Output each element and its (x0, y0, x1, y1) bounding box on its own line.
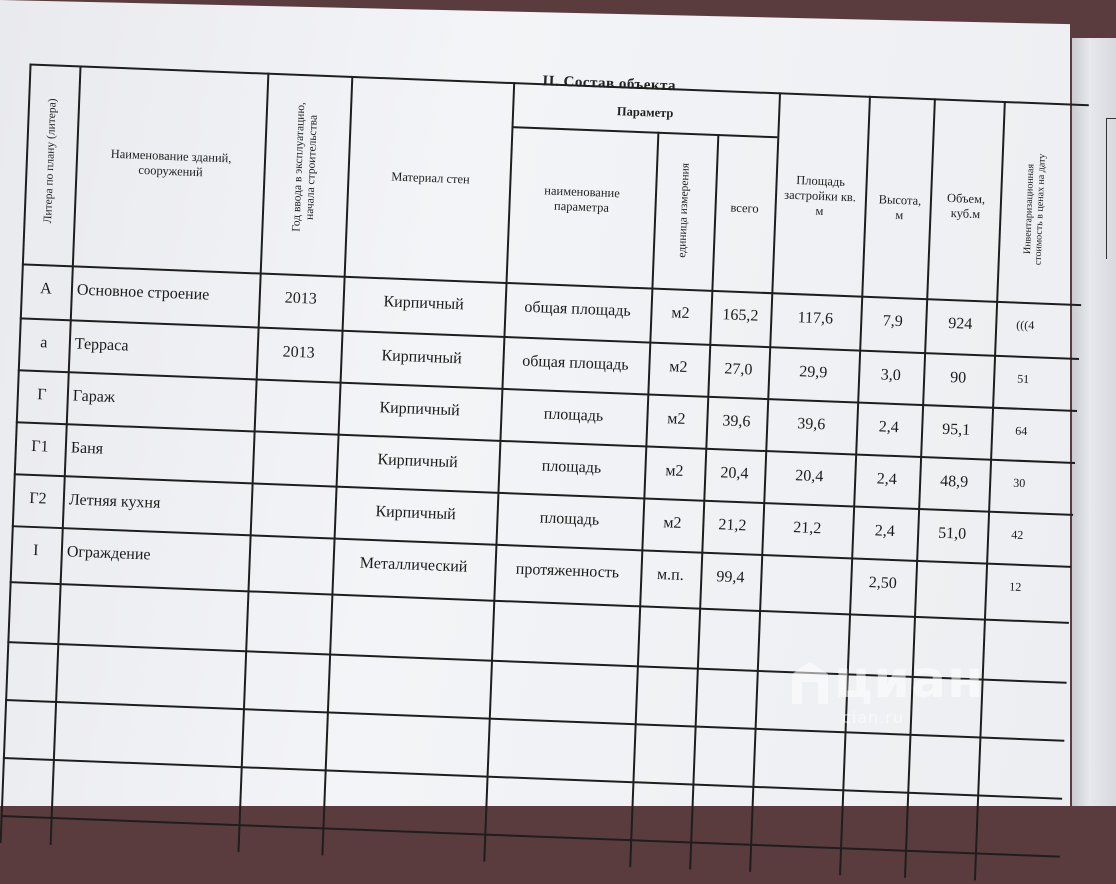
cell-height: 2,4 (874, 522, 896, 541)
cell-height: 2,50 (868, 574, 898, 593)
cell-name: Летняя кухня (68, 491, 161, 512)
next-page-table-edge (1106, 118, 1116, 259)
cell-total: 39,6 (722, 412, 751, 431)
cell-volume: 924 (947, 314, 973, 333)
cell-total: 21,2 (718, 516, 747, 535)
cell-cost: 30 (1012, 475, 1026, 491)
cian-logo-icon (790, 660, 830, 708)
cell-material: Кирпичный (383, 293, 465, 314)
header-volume: Объем, куб.м (946, 190, 986, 222)
cell-name: Основное строение (76, 281, 210, 304)
header-wall-material: Материал стен (390, 169, 471, 187)
cell-param: площадь (543, 405, 604, 425)
cell-year (251, 498, 335, 501)
cell-param: протяженность (515, 560, 620, 582)
cell-unit: м2 (663, 514, 682, 532)
cell-year (249, 550, 333, 553)
row-line (511, 126, 777, 138)
cell-volume: 48,9 (939, 472, 969, 491)
cell-param: общая площадь (522, 352, 629, 374)
document-sheet (0, 52, 1099, 874)
cell-letter: а (39, 334, 48, 352)
cell-letter: Г (36, 386, 47, 404)
cell-area: 29,9 (798, 363, 828, 382)
cell-unit: м2 (667, 410, 686, 428)
cell-name: Гараж (72, 387, 116, 407)
header-total: всего (730, 200, 759, 216)
cell-year (255, 394, 339, 397)
cell-material: Кирпичный (379, 399, 461, 420)
header-letter: Литера по плану (литера) (41, 98, 59, 224)
cell-volume (916, 576, 986, 579)
cell-height: 7,9 (882, 312, 904, 331)
cell-year: 2013 (284, 289, 318, 308)
header-year: Год ввода в эксплуатацию, начала строительства (290, 101, 320, 233)
cell-total: 20,4 (720, 464, 749, 483)
cell-param: площадь (539, 509, 600, 529)
cell-letter: Г2 (28, 489, 47, 508)
cell-cost: 12 (1008, 579, 1022, 594)
cell-total: 165,2 (722, 306, 759, 325)
header-inventory: Инвентаризационная стоимость в ценах на дату (1022, 153, 1048, 266)
cell-param: площадь (541, 457, 602, 477)
cell-volume: 51,0 (937, 524, 967, 543)
cell-volume: 95,1 (941, 420, 971, 439)
cell-area: 20,4 (795, 467, 824, 486)
cell-height: 2,4 (876, 470, 898, 489)
header-height: Высота, м (878, 192, 922, 223)
cell-material: Кирпичный (377, 451, 459, 472)
cell-letter: I (32, 542, 39, 560)
cell-material: Кирпичный (375, 503, 457, 524)
cian-brand: циан (834, 650, 984, 710)
cell-name: Терраса (74, 335, 129, 355)
cell-area: 117,6 (797, 309, 834, 328)
cell-letter: А (39, 280, 53, 298)
cell-material: Металлический (359, 554, 468, 576)
cell-cost: 64 (1014, 423, 1028, 439)
composition-table (0, 64, 1089, 884)
cell-area (761, 570, 851, 573)
cell-name: Ограждение (66, 543, 151, 564)
header-built-area: Площадь застройки кв. м (783, 173, 857, 219)
cian-domain: cian.ru (842, 708, 904, 727)
header-parameter: Параметр (616, 104, 674, 121)
cell-year: 2013 (282, 343, 316, 362)
cell-height: 3,0 (880, 366, 902, 385)
cell-unit: м2 (665, 462, 684, 480)
header-name: Наименование зданий, сооружений (110, 146, 232, 180)
cell-year (253, 446, 337, 449)
header-param-name: наименование параметра (544, 183, 621, 215)
cell-cost: (((4 (1016, 317, 1035, 333)
cell-total: 27,0 (724, 360, 753, 379)
cell-letter: Г1 (30, 437, 49, 456)
cell-area: 39,6 (796, 415, 826, 434)
row-line (3, 757, 1062, 800)
cell-total: 99,4 (716, 568, 745, 587)
cell-param: общая площадь (524, 298, 632, 320)
cell-height: 2,4 (878, 418, 900, 437)
cian-watermark (790, 650, 1020, 740)
cell-volume: 90 (949, 369, 967, 387)
section-title: II. Состав объекта (542, 73, 677, 95)
header-unit: единица измерения (676, 162, 692, 258)
cell-cost: 51 (1016, 371, 1030, 387)
cell-name: Баня (70, 439, 104, 458)
cell-unit: м2 (671, 304, 690, 323)
cell-area: 21,2 (793, 519, 822, 538)
cell-unit: м.п. (656, 565, 685, 585)
cell-material: Кирпичный (381, 347, 463, 368)
row-line (1, 815, 1060, 858)
cell-cost: 42 (1010, 527, 1024, 543)
cell-unit: м2 (669, 358, 688, 377)
